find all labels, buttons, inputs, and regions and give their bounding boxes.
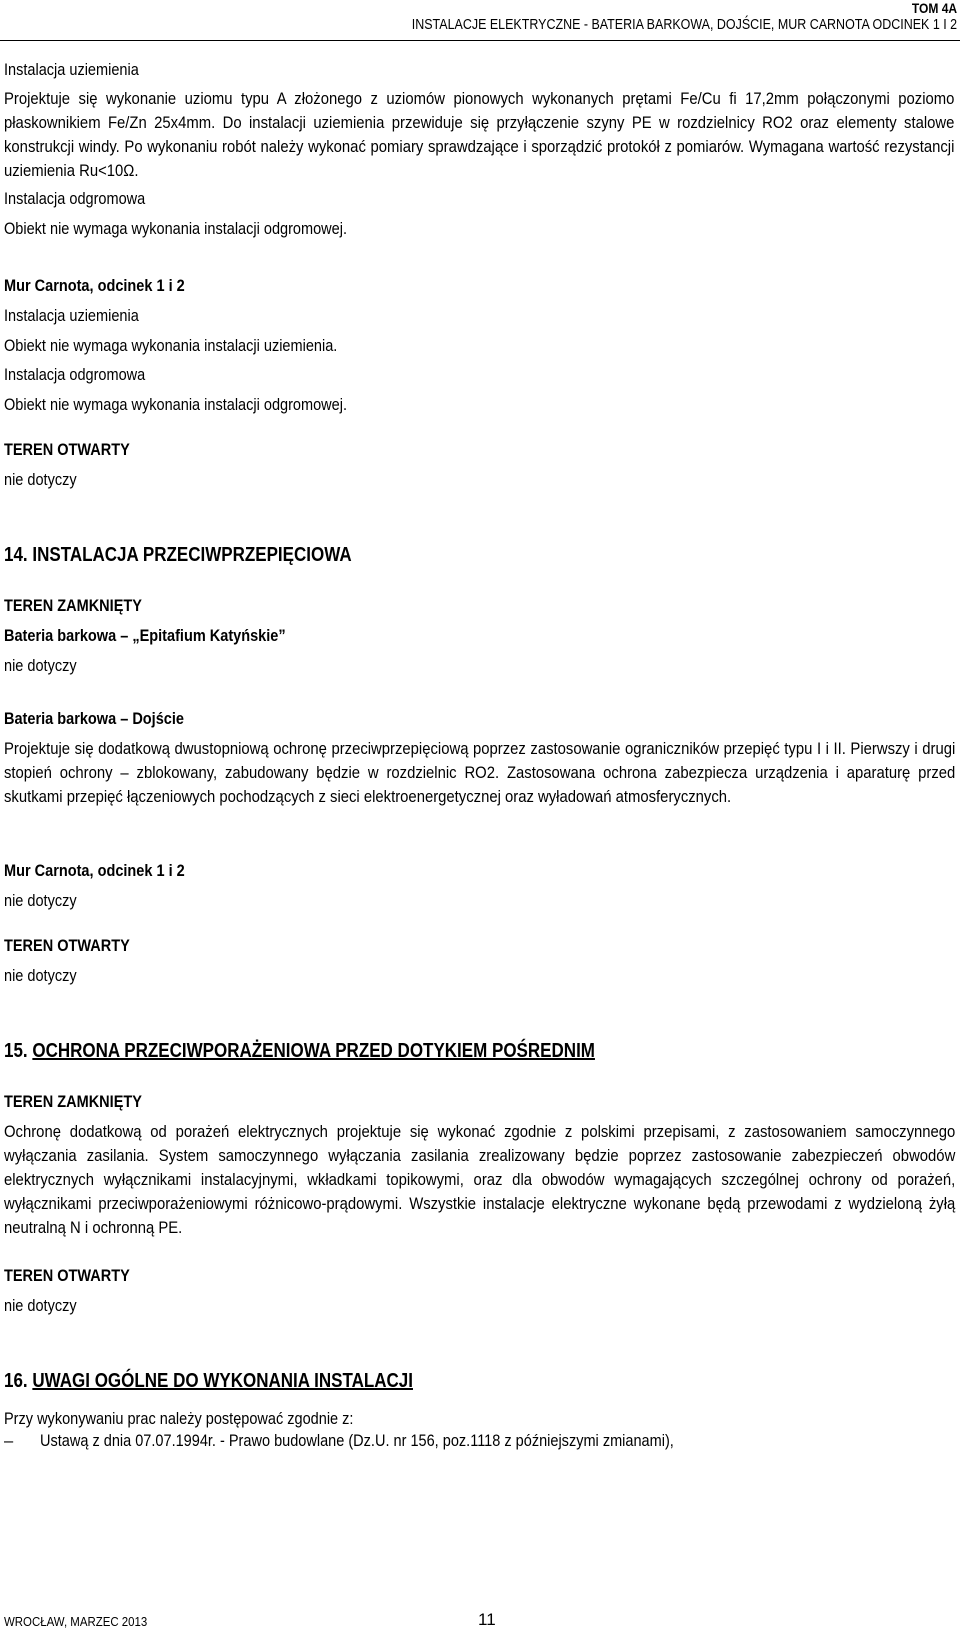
section-14-title: INSTALACJA PRZECIWPRZEPIĘCIOWA xyxy=(32,544,352,566)
footer-place-date: WROCŁAW, MARZEC 2013 xyxy=(4,1614,148,1629)
s14-epitafium-heading: Bateria barkowa – „Epitafium Katyńskie” xyxy=(4,627,286,645)
mur-lightning-heading: Instalacja odgromowa xyxy=(4,366,146,384)
s14-closed-heading: TEREN ZAMKNIĘTY xyxy=(4,597,142,615)
lightning-heading: Instalacja odgromowa xyxy=(4,190,146,208)
mur-grounding-heading: Instalacja uziemienia xyxy=(4,307,139,325)
s16-list-item: Ustawą z dnia 07.07.1994r. - Prawo budowlane (Dz.U. nr 156, poz.1118 z późniejszymi zmianami), xyxy=(40,1432,674,1450)
volume-label: TOM 4A xyxy=(911,0,957,16)
lightning-body: Obiekt nie wymaga wykonania instalacji odgromowej. xyxy=(4,220,348,238)
section-16-number: 16. xyxy=(4,1370,28,1392)
s14-dojscie-body: Projektuje się dodatkową dwustopniową ochronę przeciwprzepięciową poprzez zastosowanie ograniczników przepięć typu I i II. Pierwszy i drugi stopień ochrony – zblokowany, zabudowany będzie w rozdzielnic RO2. Zastosowana ochrona zabezpiecza urządzenia i aparaturę przed skutkami przepięć łączeniowych pochodzących z sieci elektroenergetycznej oraz wyładowań atmosferycznych. xyxy=(4,740,956,806)
mur-carnota-heading: Mur Carnota, odcinek 1 i 2 xyxy=(4,277,185,295)
teren-otwarty-heading: TEREN OTWARTY xyxy=(4,441,130,459)
section-15-number: 15. xyxy=(4,1040,28,1062)
page-header xyxy=(323,0,957,34)
grounding-body: Projektuje się wykonanie uziomu typu A złożonego z uziomów pionowych wykonanych prętami Fe/Cu fi 17,2mm połączonymi poziomo płaskownikiem Fe/Zn 25x4mm. Do instalacji uziemienia przewiduje się przyłączenie szyny PE w rozdzielnicy RO2 oraz elementy stalowe konstrukcji windy. Po wykonaniu robót należy wykonać pomiary sprawdzające i sporządzić protokół z pomiarów. Wymagana wartość rezystancji uziemienia Ru<10Ω. xyxy=(4,90,955,180)
s14-open-body: nie dotyczy xyxy=(4,967,77,985)
page-number: 11 xyxy=(478,1610,496,1629)
s15-open-body: nie dotyczy xyxy=(4,1297,77,1315)
s16-list-bullet: – xyxy=(4,1432,14,1450)
s15-open-heading: TEREN OTWARTY xyxy=(4,1267,130,1285)
section-16-heading xyxy=(4,1370,485,1393)
s16-intro: Przy wykonywaniu prac należy postępować zgodnie z: xyxy=(4,1410,354,1428)
s14-mur-body: nie dotyczy xyxy=(4,892,77,910)
section-16-title: UWAGI OGÓLNE DO WYKONANIA INSTALACJI xyxy=(32,1370,413,1392)
s14-mur-heading: Mur Carnota, odcinek 1 i 2 xyxy=(4,862,185,880)
s14-open-heading: TEREN OTWARTY xyxy=(4,937,130,955)
header-rule xyxy=(0,40,960,41)
s15-body: Ochronę dodatkową od porażeń elektrycznych projektuje się wykonać zgodnie z polskimi przepisami, z zastosowaniem samoczynnego wyłączania zasilania. System samoczynnego wyłączania zasilania zrealizowany będzie poprzez zastosowanie zabezpieczeń obwodów elektrycznych wyłącznikami instalacyjnymi, wkładkami topikowymi, oraz dla obwodów wymagających szczególnej ochrony od porażeń, wyłącznikami przeciwporażeniowymi różnicowo-prądowymi. Wszystkie instalacje elektryczne wykonane będą przewodami z wydzieloną żyłą neutralną N i ochronną PE. xyxy=(4,1123,956,1237)
s14-epitafium-body: nie dotyczy xyxy=(4,657,77,675)
section-14-number: 14. xyxy=(4,544,28,566)
section-15-title: OCHRONA PRZECIWPORAŻENIOWA PRZED DOTYKIEM POŚREDNIM xyxy=(32,1040,595,1062)
s14-dojscie-heading: Bateria barkowa – Dojście xyxy=(4,710,184,728)
teren-otwarty-body: nie dotyczy xyxy=(4,471,77,489)
s15-closed-heading: TEREN ZAMKNIĘTY xyxy=(4,1093,142,1111)
section-14-heading xyxy=(4,544,413,567)
header-title: INSTALACJE ELEKTRYCZNE - BATERIA BARKOWA, DOJŚCIE, MUR CARNOTA ODCINEK 1 I 2 xyxy=(411,16,957,33)
grounding-heading: Instalacja uziemienia xyxy=(4,61,139,79)
mur-grounding-body: Obiekt nie wymaga wykonania instalacji uziemienia. xyxy=(4,337,338,355)
section-15-heading xyxy=(4,1040,699,1063)
mur-lightning-body: Obiekt nie wymaga wykonania instalacji odgromowej. xyxy=(4,396,348,414)
